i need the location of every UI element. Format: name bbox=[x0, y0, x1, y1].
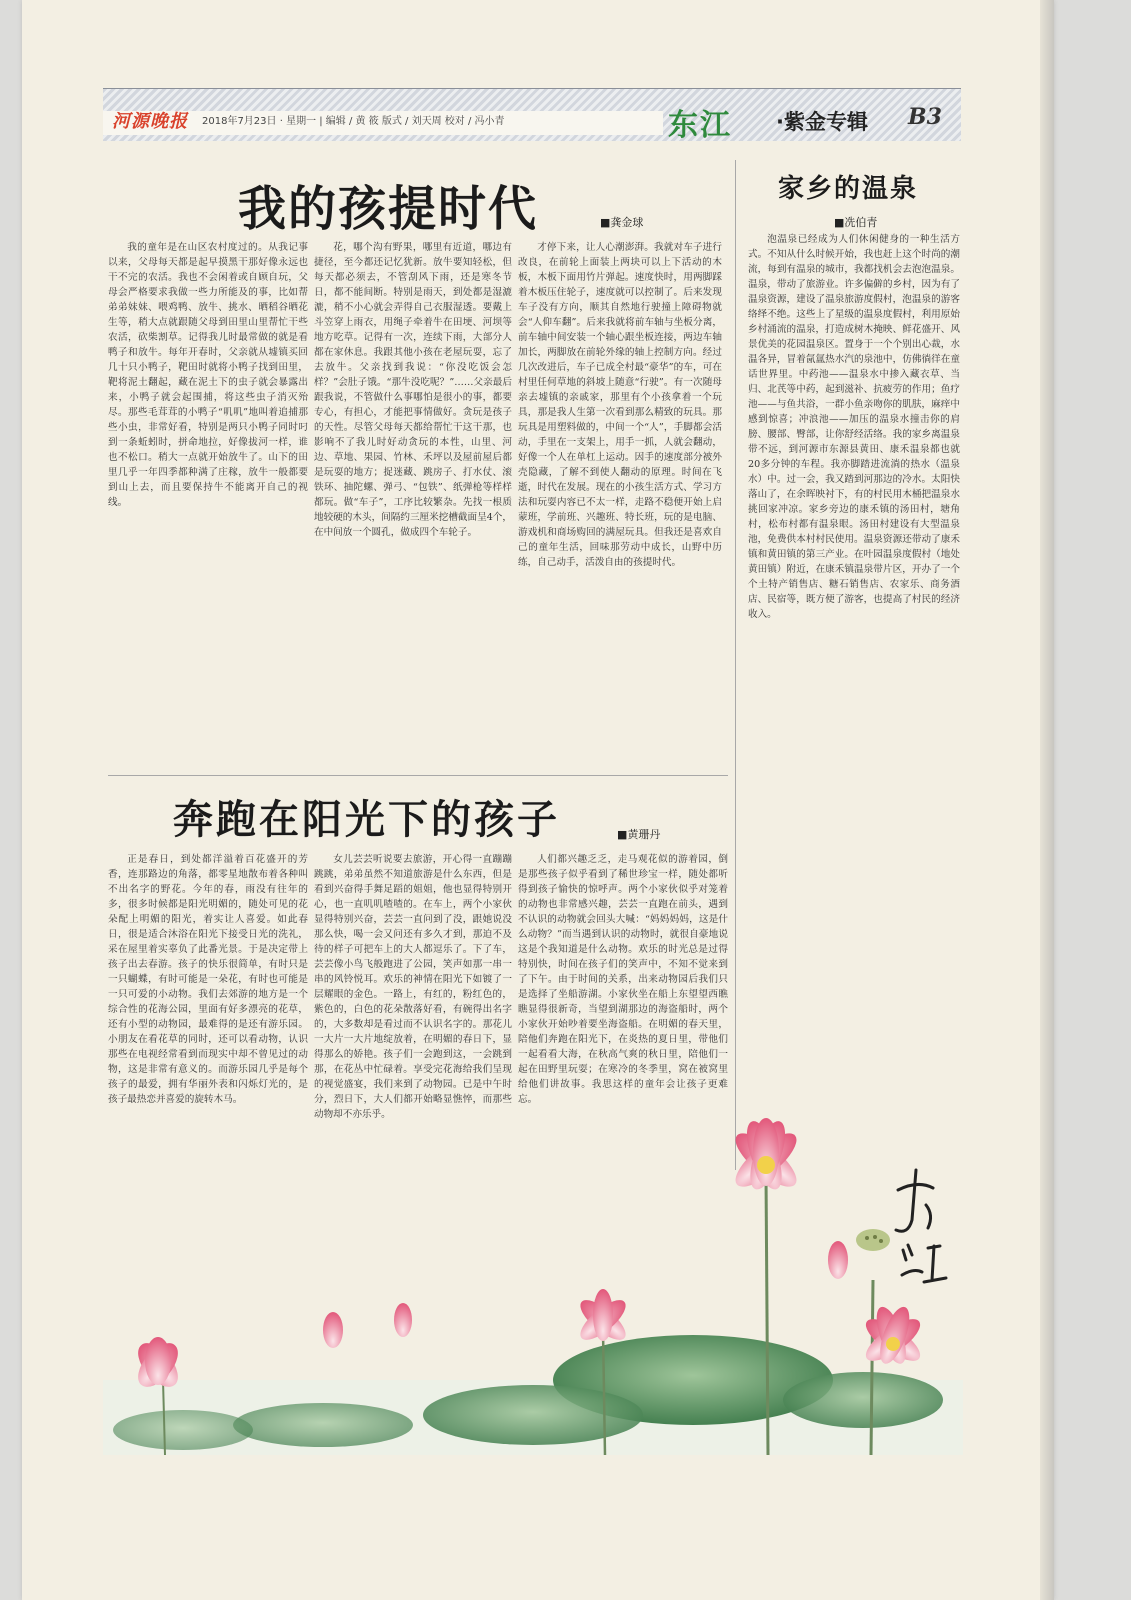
article-2-column-1: 正是春日，到处都洋溢着百花盛开的芳香，连那路边的角落，都零星地散布着各种叫不出名字的野花。今年的春，雨没有往年的多，很多时候都是阳光明媚的，随处可见的花朵配上明媚的阳光，着实让人喜爱。如此春日，很是适合沐浴在阳光下接受日光的洗礼，采在屋里着实辜负了此番光景。于是决定带上孩子出去春游。孩子的快乐很简单，有时只是一只蝴蝶，有时可能是一朵花，有时也可能是一只可爱的小动物。我们去郊游的地方是一个综合性的花海公园，里面有好多漂亮的花草，还有小型的动物园，最难得的是还有游乐园。小朋友在看花草的同时，还可以看动物，认识那些在电视经常看到而现实中却不曾见过的动物，这是非常有意义的。而游乐园几乎是每个孩子的最爱，拥有华丽外表和闪烁灯光的，是孩子最热恋并喜爱的旋转木马。 bbox=[108, 854, 308, 1105]
section-subtitle: ·紫金专辑 bbox=[776, 110, 868, 134]
column-divider bbox=[735, 160, 736, 1170]
lotus-bud bbox=[828, 1241, 848, 1279]
page-number: B3 bbox=[908, 104, 942, 130]
article-1-column-1: 我的童年是在山区农村度过的。从我记事以来，父母每天都是起早摸黑干那好像永远也干不完的农活。我也不会闲着或自顾自玩，父母会严格要求我做一些力所能及的事，比如帮弟弟妹妹、喂鸡鸭、放牛、挑水、晒稻谷晒花生等，稍大点就跟随父母到田里山里帮忙干些农活，砍柴割草。记得我儿时最常做的就是看鸭子和放牛。每年开春时，父亲就从墟镇买回几十只小鸭子，靶田时就将小鸭子找到田里，靶将泥土翻起，藏在泥土下的虫子就会暴露出来，小鸭子就会起围捕，将这些虫子消灭殆尽。那些毛茸茸的小鸭子“叽叽”地叫着追捕那些小虫，非常好看，特别是两只小鸭子同时叼到一条蚯蚓时，拼命地拉，好像拔河一样，谁也不松口。稍大一点就开始放牛了。山下的田里几乎一年四季都种满了庄稼，放牛一般都要到山上去，而且要保持牛不能离开自己的视线。 bbox=[108, 242, 308, 508]
article-1-column-3: 才停下来，让人心潮澎湃。我就对车子进行改良，在前轮上面装上两块可以上下活动的木板，木板下面用竹片弹起。速度快时，用两脚踩着木板压住轮子，速度就可以控制了。后来发现车子没有方向，顺其自然地行驶撞上障碍物就会“人仰车翻”。后来我就将前车轴与坐板分离，前车轴中间安装一个轴心跟坐板连接，两边车轴加长，两脚放在前轮外缘的轴上控制方向。经过几次改进后，车子已成全村最“豪华”的车，可在村里任何草地的斜坡上随意“行驶”。有一次随母亲去墟镇的亲戚家，那里有个小孩拿着一个玩具，那是我人生第一次看到那么精致的玩具。那玩具是用塑料做的，中间一个“人”，手脚都会活动，手里在一支架上，用手一抓，人就会翻动，好像一个人在单杠上运动。因手的速度部分被外壳隐藏，了解不到使人翻动的原理。时间在飞逝，时代在发展。现在的小孩生活方式、学习方法和玩耍内容已不太一样，走路不稳便开始上启蒙班，学前班、兴趣班、特长班，玩的是电脑、游戏机和商场购回的满屋玩具。但我还是喜欢自己的童年生活，回味那劳动中成长，山野中历练，自己动手，活泼自由的孩提时代。 bbox=[518, 242, 722, 568]
page-edge bbox=[1040, 0, 1054, 1600]
article-1-byline: ■龚金球 bbox=[600, 216, 644, 229]
signature-calligraphy bbox=[888, 1160, 958, 1300]
masthead-brand: 河源晚报 bbox=[112, 111, 188, 132]
lotus-flower bbox=[860, 1303, 926, 1368]
article-1-title: 我的孩提时代 bbox=[238, 181, 539, 237]
lotus-flower bbox=[728, 1117, 804, 1195]
article-2-title: 奔跑在阳光下的孩子 bbox=[173, 797, 560, 843]
lotus-flower bbox=[574, 1289, 631, 1346]
section-title: 东江 bbox=[668, 108, 732, 143]
article-3-column: 泡温泉已经成为人们休闲健身的一种生活方式。不知从什么时候开始，我也赶上这个时尚的潮流，每到有温泉的城市，我都找机会去泡泡温泉。温泉，带动了旅游业。许多偏僻的乡村，因为有了温泉资源，建设了温泉旅游度假村，泡温泉的游客络绎不绝。这些上了星级的温泉度假村，利用原始乡村涌流的温泉，打造成树木掩映、鲜花盛开、风景优美的花园温泉区。置身于一个个别出心裁，水温各异，冒着氤氲热水汽的泉池中，仿佛徜徉在童话世界里。中药池——温泉水中掺入藏衣草、当归、北芪等中药，起到滋补、抗疲劳的作用；鱼疗池——与鱼共浴，一群小鱼亲吻你的肌肤，麻痒中感到惊喜；冲浪池——加压的温泉水撞击你的肩膀、腰部、臀部，让你舒经活络。我的家乡离温泉带不远，到河源市东源县黄田、康禾温泉都也就20多分钟的车程。我亦脚踏进流淌的热水（温泉水）中。过一会，我又踏到河那边的冷水。太阳快落山了，在余晖映衬下，有的村民用木桶把温泉水挑回家冲凉。家乡旁边的康禾镇的汤田村，塘角村，松布村都有温泉眼。汤田村建设有大型温泉池，免费供本村村民使用。温泉资源还带动了康禾镇和黄田镇的第三产业。在叶园温泉度假村（地处黄田镇）附近，在康禾镇温泉带片区，开办了一个个土特产销售店、糖石销售店、农家乐、商务酒店、民宿等，既方便了游客，也提高了村民的经济收入。 bbox=[748, 234, 960, 620]
article-3-title: 家乡的温泉 bbox=[778, 174, 919, 204]
article-divider bbox=[108, 775, 728, 776]
article-2-column-3: 人们都兴趣乏乏，走马观花似的游着园，倒是那些孩子似乎看到了稀世珍宝一样，随处都听得到孩子愉快的惊呼声。两个小家伙似乎对笼着的动物也非常感兴趣，芸芸一直跑在前头，遇到不认识的动物就会回头大喊：“妈妈妈妈，这是什么动物？”而当遇到认识的动物时，就很自豪地说这是个我知道是什么动物。欢乐的时光总是过得特别快，时间在孩子们的笑声中，不知不觉来到了下午。由于时间的关系，出来动物园后我们只是选择了坐船游湖。小家伙坐在船上东望望西瞧瞧显得很新奇，当望到湖那边的海盗船时，两个小家伙开始吵着要坐海盗船。在明媚的春天里，陪他们奔跑在阳光下，在炎热的夏日里，带他们一起看看大海，在秋高气爽的秋日里，陪他们一起在田野里玩耍；在寒冷的冬季里，窝在被窝里给他们讲故事。我思这样的童年会让孩子更难忘。 bbox=[518, 854, 728, 1105]
masthead-meta: 2018年7月23日 · 星期一 | 编辑 / 黄 筱 版式 / 刘天周 校对 / 冯小青 bbox=[202, 116, 505, 127]
lotus-seedpod bbox=[856, 1229, 890, 1251]
lotus-illustration bbox=[103, 1080, 963, 1455]
lotus-bud bbox=[394, 1303, 412, 1337]
article-2-column-2: 女儿芸芸听说要去旅游，开心得一直蹦蹦跳跳，弟弟虽然不知道旅游是什么东西，但是看到兴奋得手舞足蹈的姐姐，他也显得特别开心，也一直叽叽喳喳的。在车上，两个小家伙显得特别兴奋，芸芸一直问到了没，跟她说没那么快，喝一会又问还有多久才到，那迫不及待的样子可把车上的大人都逗乐了。下了车，芸芸像小鸟飞般跑进了公园，笑声如那一串一串的风铃悦耳。欢乐的神情在阳光下如镀了一层耀眼的金色。一路上，有红的，粉红色的，紫色的，白色的花朵散落好看，有碗得出名字的，大多数却是看过而不认识名字的。那花儿一大片一大片地绽放着，在明媚的春日下，显得那么的娇艳。孩子们一会跑到这，一会跳到那，在花丛中忙碌着。享受完花海给我们呈现的视觉盛宴，我们来到了动物园。已是中午时分，烈日下，大人们都开始略显憔悴，而那些动物却不亦乐乎。 bbox=[314, 854, 512, 1120]
article-2-byline: ■黄珊丹 bbox=[617, 828, 661, 841]
lotus-bud bbox=[323, 1312, 343, 1348]
article-3-byline: ■冼伯青 bbox=[834, 216, 878, 229]
article-1-column-2: 花，哪个沟有野果，哪里有近道，哪边有捷径，至今都还记忆犹新。放牛要知轻松，但每天都必须去，不管刮风下雨，还是寒冬节日，都不能间断。特别是雨天，到处都是湿漉漉，稍不小心就会弄得自己衣服湿透。要戴上斗笠穿上雨衣，用绳子牵着牛在田埂、河坝等地方吃草。记得有一次，连续下雨，大部分人都在家休息。我跟其他小孩在老屋玩耍，忘了去放牛。父亲找到我说：“你没吃饭会怎样？”会肚子饿。“那牛没吃呢？”……父亲最后跟我说，不管做什么事哪怕是很小的事，都要专心，有担心，才能把事情做好。贪玩是孩子的天性。尽管父母每天都给帮忙干这干那，也影响不了我儿时好动贪玩的本性，山里、河边、草地、果园、竹林、禾坪以及屋前屋后都是玩耍的地方；捉迷藏、跳房子、打水仗、滚铁环、抽陀螺、弹弓、“包铁”、纸弹枪等样样都玩。做“车子”，工序比较繁杂。先找一根质地较硬的木头，间隔约三厘米挖槽截面呈4个，在中间放一个圆孔，做成四个车轮子。 bbox=[314, 242, 512, 538]
